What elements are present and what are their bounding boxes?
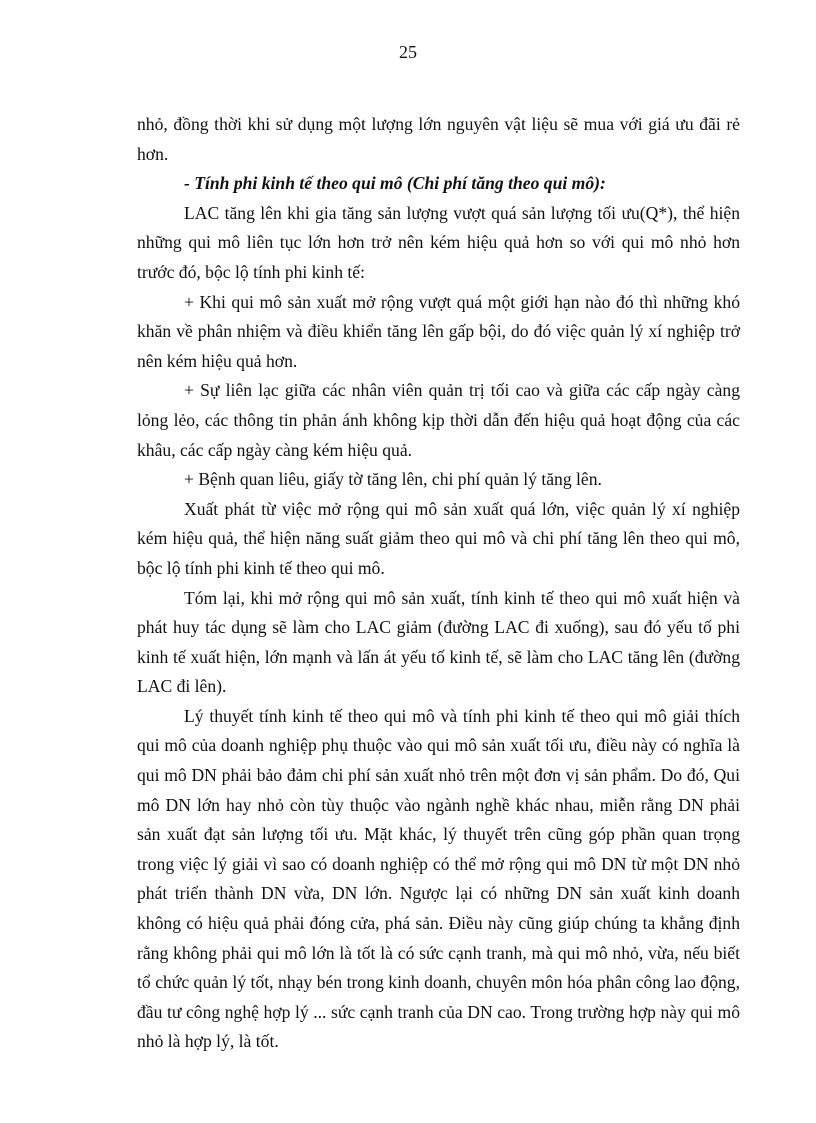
page-number: 25 — [399, 42, 417, 62]
paragraph-lac-increase: LAC tăng lên khi gia tăng sản lượng vượt quá sản lượng tối ưu(Q*), thể hiện những qui mô liên tục lớn hơn trở nên kém hiệu quả hơn so với qui mô nhỏ hơn trước đó, bộc lộ tính phi kinh tế: — [137, 202, 740, 282]
paragraph-diseconomy-origin: Xuất phát từ việc mở rộng qui mô sản xuất quá lớn, việc quản lý xí nghiệp kém hiệu quả, thể hiện năng suất giảm theo qui mô và chi phí tăng lên theo qui mô, bộc lộ tính phi kinh tế theo qui mô. — [137, 498, 740, 578]
page-body — [137, 110, 740, 1057]
paragraph-summary: Tóm lại, khi mở rộng qui mô sản xuất, tính kinh tế theo qui mô xuất hiện và phát huy tác dụng sẽ làm cho LAC giảm (đường LAC đi xuống), sau đó yếu tố phi kinh tế xuất hiện, lớn mạnh và lấn át yếu tố kinh tế, sẽ làm cho LAC tăng lên (đường LAC đi lên). — [137, 587, 740, 697]
bullet-bureaucracy: + Bệnh quan liêu, giấy tờ tăng lên, chi phí quản lý tăng lên. — [184, 469, 602, 490]
bullet-management-difficulty: + Khi qui mô sản xuất mở rộng vượt quá một giới hạn nào đó thì những khó khăn về phân nhiệm và điều khiển tăng lên gấp bội, do đó việc quản lý xí nghiệp trở nên kém hiệu quả hơn. — [137, 291, 740, 371]
bullet-communication: + Sự liên lạc giữa các nhân viên quản trị tối cao và giữa các cấp ngày càng lỏng lẻo, các thông tin phản ánh không kịp thời dẫn đến hiệu quả hoạt động của các khâu, các cấp ngày càng kém hiệu quả. — [137, 380, 740, 460]
section-subheading: - Tính phi kinh tế theo qui mô (Chi phí tăng theo qui mô): — [184, 173, 606, 194]
paragraph-theory-explanation: Lý thuyết tính kinh tế theo qui mô và tính phi kinh tế theo qui mô giải thích qui mô của doanh nghiệp phụ thuộc vào qui mô sản xuất tối ưu, điều này có nghĩa là qui mô DN phải bảo đảm chi phí sản xuất nhỏ trên một đơn vị sản phẩm. Do đó, Qui mô DN lớn hay nhỏ còn tùy thuộc vào ngành nghề khác nhau, miễn rằng DN phải sản xuất đạt sản lượng tối ưu. Mặt khác, lý thuyết trên cũng góp phần quan trọng trong việc lý giải vì sao có doanh nghiệp có thể mở rộng qui mô DN từ một DN nhỏ phát triển thành DN vừa, DN lớn. Ngược lại có những DN sản xuất kinh doanh không có hiệu quả phải đóng cửa, phá sản. Điều này cũng giúp chúng ta khẳng định rằng không phải qui mô lớn là tốt là có sức cạnh tranh, mà qui mô nhỏ, vừa, nếu biết tổ chức quản lý tốt, nhạy bén trong kinh doanh, chuyên môn hóa phân công lao động, đầu tư công nghệ hợp lý ... sức cạnh tranh của DN cao. Trong trường hợp này qui mô nhỏ là hợp lý, là tốt. — [137, 705, 740, 1052]
paragraph-continuation: nhỏ, đồng thời khi sử dụng một lượng lớn nguyên vật liệu sẽ mua với giá ưu đãi rẻ hơn. — [137, 114, 740, 164]
